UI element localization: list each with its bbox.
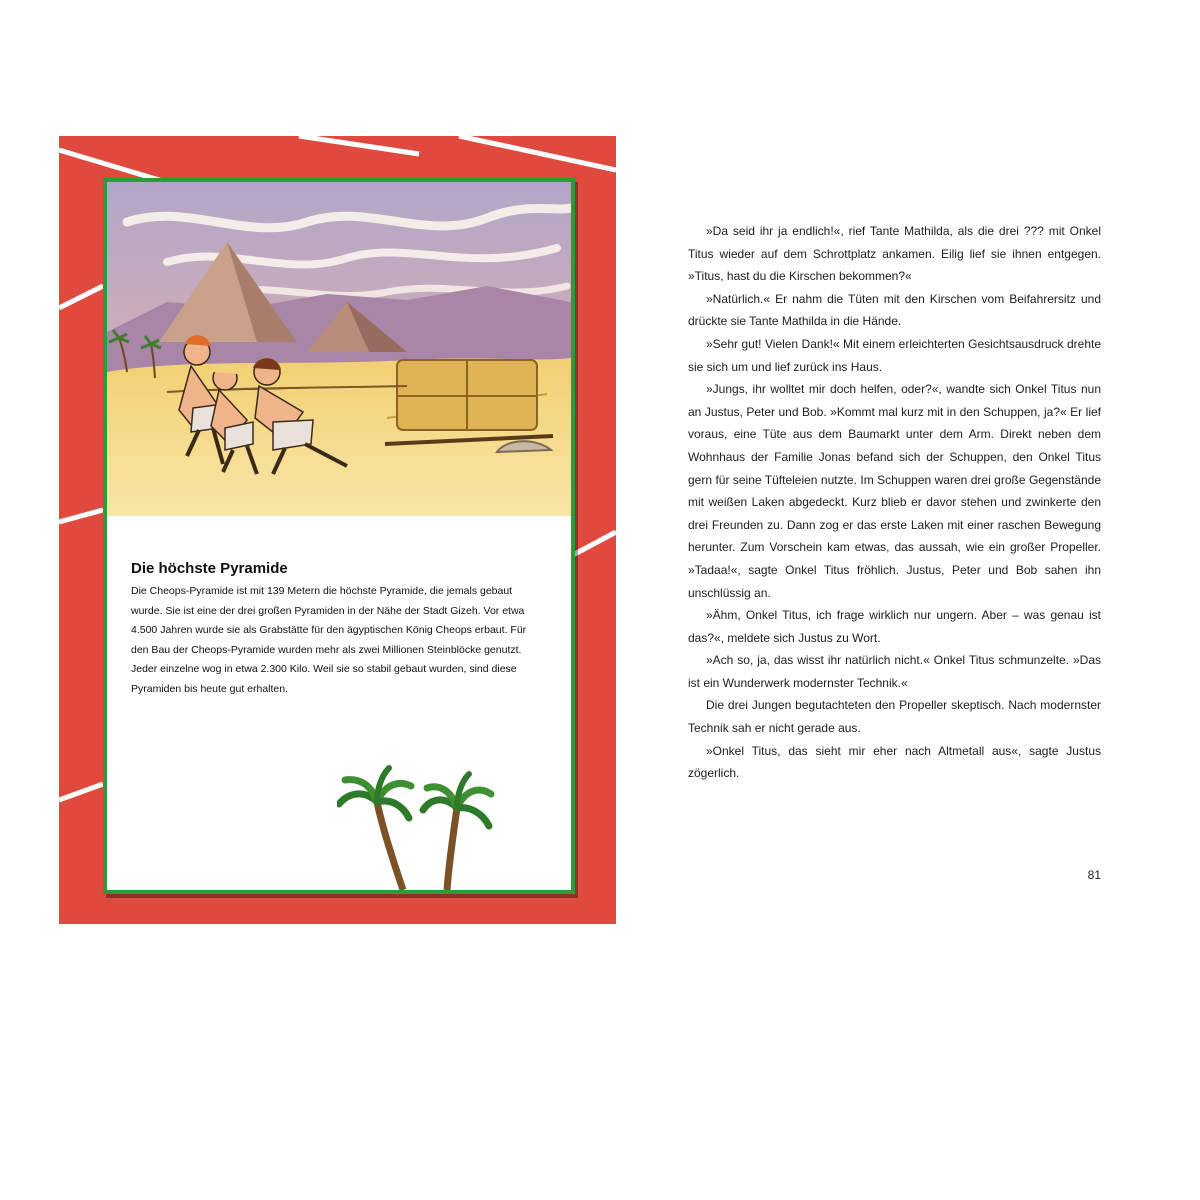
story-paragraph: »Sehr gut! Vielen Dank!« Mit einem erleichterten Gesichtsausdruck drehte sie sich um und lief zurück ins Haus. <box>688 336 1101 374</box>
story-paragraph: »Onkel Titus, das sieht mir eher nach Altmetall aus«, sagte Justus zögerlich. <box>688 743 1101 781</box>
info-card <box>103 178 575 894</box>
story-paragraph: »Ach so, ja, das wisst ihr natürlich nicht.« Onkel Titus schmunzelte. »Das ist ein Wunderwerk modernster Technik.« <box>688 653 1101 690</box>
pyramid-workers-illustration <box>107 182 571 516</box>
palm-trees-illustration <box>337 760 497 890</box>
left-page <box>59 136 616 924</box>
info-box-title: Die höchste Pyramide <box>131 560 288 577</box>
page-number: 81 <box>1087 868 1101 882</box>
story-paragraph: Die drei Jungen begutachteten den Propeller skeptisch. Nach modernster Technik sah er nicht gerade aus. <box>688 698 1101 736</box>
story-paragraph: »Jungs, ihr wolltet mir doch helfen, oder?«, wandte sich Onkel Titus nun an Justus, Peter und Bob. »Kommt mal kurz mit in den Schuppen, ja?« Er lief voraus, eine Tüte aus dem Baumarkt unter dem Arm. Direkt neben dem Wohnhaus der Familie Jonas befand sich der Schuppen, den Onkel Titus gern für seine Tüfteleien nutzte. Im Schuppen waren drei große Gegenstände mit weißen Laken abgedeckt. Kurz blieb er davor stehen und zwinkerte den drei Freunden zu. Dann zog er das erste Laken mit einer raschen Bewegung herunter. Zum Vorschein kam etwas, das aussah, wie ein großer Propeller. »Tadaa!«, sagte Onkel Titus fröhlich. Justus, Peter und Bob sahen ihn unschlüssig an. <box>688 382 1101 600</box>
info-box-text: Die Cheops-Pyramide ist mit 139 Metern die höchste Pyramide, die jemals gebaut wurde. Sie ist eine der drei großen Pyramiden in der Nähe der Stadt Gizeh. Vor etwa 4.500 Jahren wurde sie als Grabstätte für den ägyptischen König Cheops erbaut. Für den Bau der Cheops-Pyramide wurden mehr als zwei Millionen Steinblöcke genutzt. Jeder einzelne wog in etwa 2.300 Kilo. Weil sie so stabil gebaut wurden, sind diese Pyramiden bis heute gut erhalten. <box>131 585 527 695</box>
story-paragraph: »Natürlich.« Er nahm die Tüten mit den Kirschen vom Beifahrersitz und drückte sie Tante Mathilda in die Hände. <box>688 291 1101 329</box>
story-text <box>688 220 1101 785</box>
story-paragraph: »Da seid ihr ja endlich!«, rief Tante Mathilda, als die drei ??? mit Onkel Titus wieder auf dem Schrottplatz ankamen. Eilig lief sie ihnen entgegen. »Titus, hast du die Kirschen bekommen?« <box>688 224 1101 284</box>
story-paragraph: »Ähm, Onkel Titus, ich frage wirklich nur ungern. Aber – was genau ist das?«, meldete sich Justus zu Wort. <box>688 608 1101 645</box>
